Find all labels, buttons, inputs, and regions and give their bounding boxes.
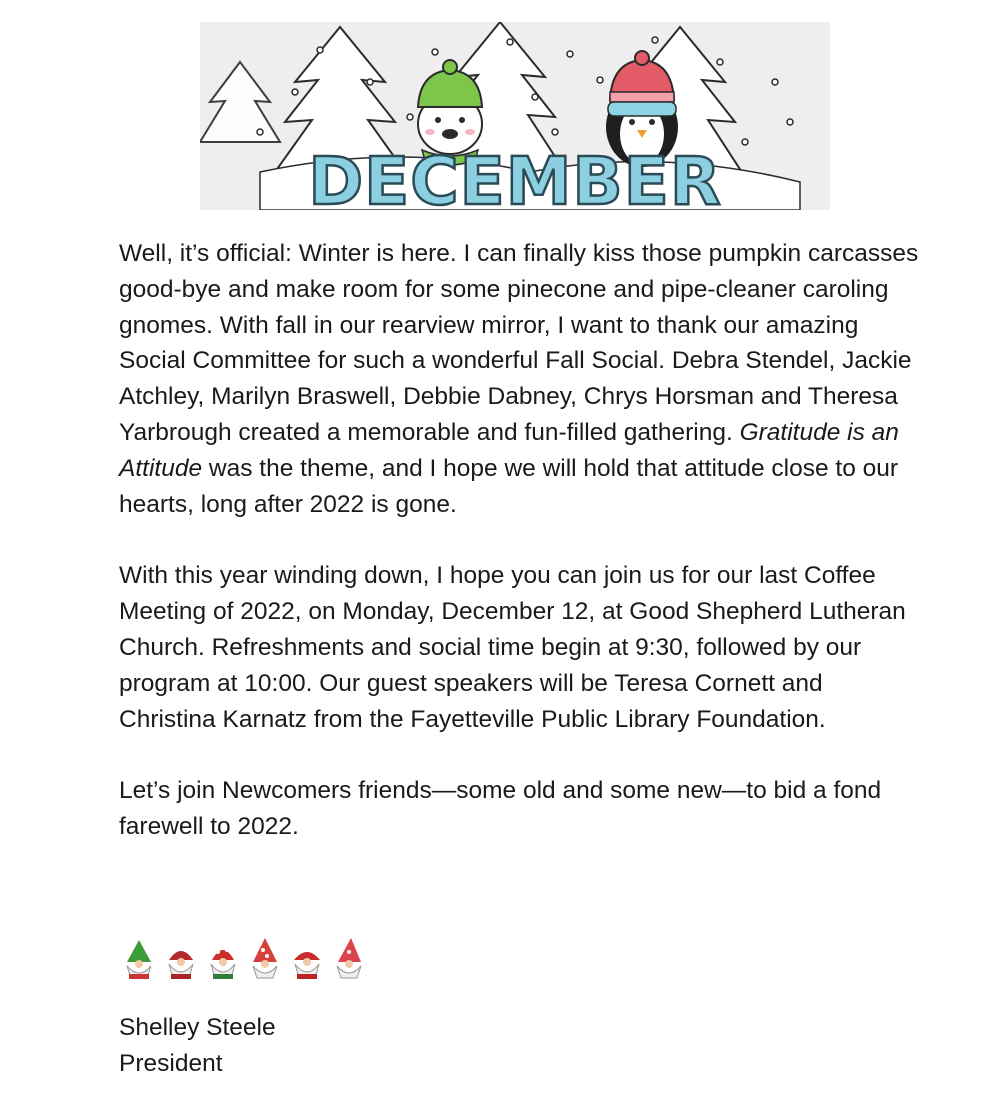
paragraph-3: Let’s join Newcomers friends—some old and some new—to bid a fond farewell to 2022.: [119, 777, 882, 841]
gnome-icon: [329, 938, 369, 980]
signature-title: President: [119, 1049, 223, 1077]
paragraph-1: [119, 236, 919, 522]
gnome-icon: [119, 938, 159, 980]
december-banner: [200, 22, 830, 210]
gnome-icon: [287, 938, 327, 980]
signature-block: [119, 1010, 276, 1082]
winter-illustration: [200, 22, 830, 210]
paragraph-2: With this year winding down, I hope you can join us for our last Coffee Meeting of 2022, on Monday, December 12, at Good Shepherd Lutheran Church. Refreshments and social time begin at 9:30, followed by our program at 10:00. Our guest speakers will be Teresa Cornett and Christina Karnatz from the Fayetteville Public Library Foundation.: [119, 562, 906, 733]
gnome-icon: [203, 938, 243, 980]
banner-title: DECEMBER: [308, 143, 722, 210]
paragraph-1-text-end: was the theme, and I hope we will hold that attitude close to our hearts, long after 2022 is gone.: [119, 454, 899, 518]
letter-body: [119, 236, 919, 845]
signature-name: Shelley Steele: [119, 1014, 276, 1041]
gnome-icon: [245, 938, 285, 980]
gnome-icon: [161, 938, 201, 980]
theme-title: Gratitude is an Attitude: [119, 418, 899, 482]
paragraph-1-text: Well, it’s official: Winter is here. I can finally kiss those pumpkin carcasses good-bye and make room for some pinecone and pipe-cleaner caroling gnomes. With fall in our rearview mirror, I want to thank our amazing Social Committee for such a wonderful Fall Social. Debra Stendel, Jackie Atchley, Marilyn Braswell, Debbie Dabney, Chrys Horsman and Theresa Yarbrough created a memorable and fun-filled gathering.: [119, 240, 919, 446]
gnome-decoration-row: [119, 938, 369, 980]
